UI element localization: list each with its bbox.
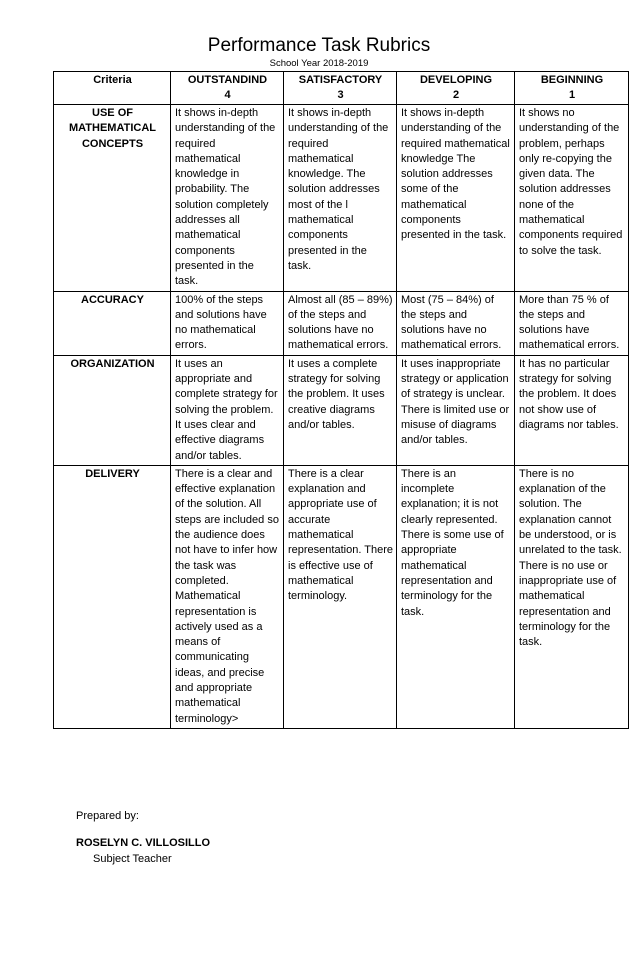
rubric-cell: Almost all (85 – 89%) of the steps and solutions have no mathematical errors. (284, 291, 397, 355)
criteria-cell: ACCURACY (54, 291, 171, 355)
header-criteria (54, 72, 171, 105)
table-row (54, 355, 629, 465)
criteria-cell: DELIVERY (54, 465, 171, 728)
rubric-cell: It shows in-depth understanding of the required mathematical knowledge. The solution addresses most of the l mathematical components presented in the task. (284, 105, 397, 292)
table-row (54, 291, 629, 355)
rubric-cell: It has no particular strategy for solving the problem. It does not show use of diagrams nor tables. (515, 355, 629, 465)
header-label: BEGINNING (540, 74, 604, 86)
rubric-cell: It shows in-depth understanding of the required mathematical knowledge The solution addresses some of the mathematical components presented in the task. (397, 105, 515, 292)
rubric-cell: It uses a complete strategy for solving the problem. It uses creative diagrams and/or tables. (284, 355, 397, 465)
rubric-cell: There is no explanation of the solution. The explanation cannot be understood, or is unrelated to the task. There is no use or inappropriate use of mathematical representation and terminology for the task. (515, 465, 629, 728)
criteria-cell: ORGANIZATION (54, 355, 171, 465)
rubric-cell: There is an incomplete explanation; it is not clearly represented. There is some use of appropriate mathematical representation and terminology for the task. (397, 465, 515, 728)
header-beginning (515, 72, 629, 105)
rubric-cell: More than 75 % of the steps and solutions have mathematical errors. (515, 291, 629, 355)
header-score: 2 (452, 89, 460, 101)
prepared-by-label: Prepared by: (76, 810, 139, 822)
header-developing (397, 72, 515, 105)
rubric-cell: It uses an appropriate and complete strategy for solving the problem. It uses clear and effective diagrams and/or tables. (171, 355, 284, 465)
rubric-cell: There is a clear explanation and appropriate use of accurate mathematical representation. There is effective use of mathematical terminology. (284, 465, 397, 728)
header-row (54, 72, 629, 105)
school-year: School Year 2018-2019 (269, 58, 369, 69)
table-row (54, 105, 629, 292)
header-label: SATISFACTORY (298, 74, 383, 86)
rubric-cell: It shows no understanding of the problem, perhaps only re-copying the given data. The solution addresses none of the mathematical components required to solve the task. (515, 105, 629, 292)
table-row (54, 465, 629, 728)
document-title: Performance Task Rubrics (207, 35, 431, 56)
header-label: OUTSTANDIND (187, 74, 268, 86)
header-label: Criteria (93, 74, 132, 86)
header-score: 3 (337, 89, 344, 101)
rubric-cell: It shows in-depth understanding of the required mathematical knowledge in probability. The solution completely addresses all mathematical components presented in the task. (171, 105, 284, 292)
header-satisfactory (284, 72, 397, 105)
rubric-cell: There is a clear and effective explanation of the solution. All steps are included so the audience does not have to infer how the task was completed. Mathematical representation is actively used as a means of communicating ideas, and precise and appropriate mathematical terminology> (171, 465, 284, 728)
rubric-cell: 100% of the steps and solutions have no mathematical errors. (171, 291, 284, 355)
header-label: DEVELOPING (419, 74, 493, 86)
rubric-cell: It uses inappropriate strategy or application of strategy is unclear. There is limited use or misuse of diagrams and/or tables. (397, 355, 515, 465)
criteria-cell: USE OF MATHEMATICAL CONCEPTS (54, 105, 171, 292)
rubric-cell: Most (75 – 84%) of the steps and solutions have no mathematical errors. (397, 291, 515, 355)
teacher-role: Subject Teacher (93, 853, 172, 865)
teacher-name: ROSELYN C. VILLOSILLO (76, 837, 211, 849)
header-outstanding (171, 72, 284, 105)
header-score: 1 (568, 89, 576, 101)
rubric-table (53, 71, 629, 729)
header-score: 4 (224, 89, 231, 101)
